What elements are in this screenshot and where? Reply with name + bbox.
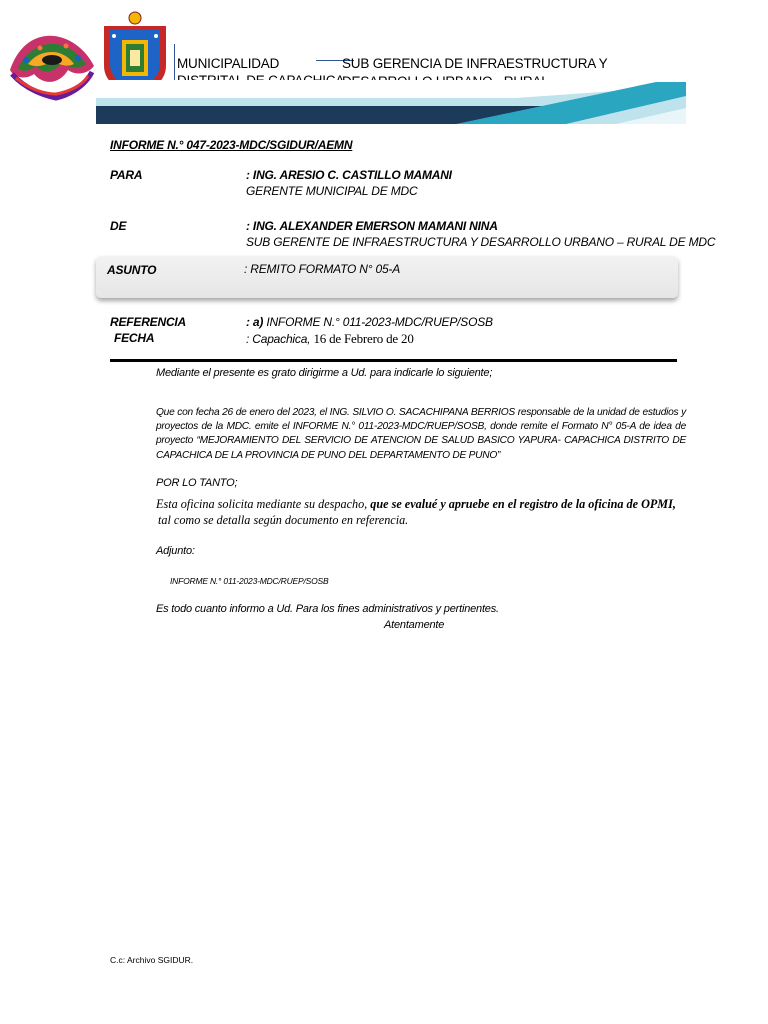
para-name: : ING. ARESIO C. CASTILLO MAMANI xyxy=(246,168,452,182)
asunto-value: : REMITO FORMATO N° 05-A xyxy=(244,262,401,276)
department-name-line1: SUB GERENCIA DE INFRAESTRUCTURA Y xyxy=(342,56,608,71)
de-role: SUB GERENTE DE INFRAESTRUCTURA Y DESARROLLO URBANO – RURAL DE MDC xyxy=(246,235,716,249)
solicita-line2: tal como se detalla según documento en referencia. xyxy=(158,513,409,527)
solicita-line1 xyxy=(156,497,696,512)
solicita-text-a: Esta oficina solicita mediante su despacho, xyxy=(156,497,368,511)
referencia-prefix: : a) xyxy=(246,315,264,329)
closing-text: Es todo cuanto informo a Ud. Para los fines administrativos y pertinentes. xyxy=(156,603,499,615)
adjunto-label: Adjunto: xyxy=(156,545,195,557)
fecha-line xyxy=(246,331,414,347)
fecha-value: 16 de Febrero de 20 xyxy=(313,331,414,346)
asunto-label: ASUNTO xyxy=(107,263,157,277)
para-role: GERENTE MUNICIPAL DE MDC xyxy=(246,184,418,198)
para-label: PARA xyxy=(110,168,143,182)
separator-line xyxy=(110,359,677,362)
de-label: DE xyxy=(110,219,127,233)
main-paragraph: Que con fecha 26 de enero del 2023, el ING. SILVIO O. SACACHIPANA BERRIOS responsable de la unidad de estudios y proyectos de la MDC. emite el INFORME N.° 011-2023-MDC/RUEP/SOSB, donde remite el Formato N° 05-A de idea de proyecto “MEJORAMIENTO DEL SERVICIO DE ATENCION DE SALUD BASICO YAPURA- CAPACHICA DISTRITO DE CAPACHICA DE LA PROVINCIA DE PUNO DEL DEPARTAMENTO DE PUNO” xyxy=(156,407,686,461)
header-banner-stripe xyxy=(96,80,686,126)
referencia-label: REFERENCIA xyxy=(110,315,187,329)
traditional-hat-logo xyxy=(6,30,98,102)
por-lo-tanto: POR LO TANTO; xyxy=(156,477,238,489)
referencia-value: INFORME N.° 011-2023-MDC/RUEP/SOSB xyxy=(263,315,493,329)
solicita-text-b: que se evalué y apruebe en el registro de la oficina de OPMI, xyxy=(367,497,676,511)
informe-number: INFORME N.° 047-2023-MDC/SGIDUR/AEMN xyxy=(110,138,353,152)
atentamente: Atentamente xyxy=(384,619,445,631)
fecha-prefix: : Capachica, xyxy=(246,332,311,346)
adjunto-item: INFORME N.° 011-2023-MDC/RUEP/SOSB xyxy=(170,576,329,586)
de-name: : ING. ALEXANDER EMERSON MAMANI NINA xyxy=(246,219,498,233)
fecha-label: FECHA xyxy=(114,331,155,345)
cc-footer: C.c: Archivo SGIDUR. xyxy=(110,955,194,965)
referencia-line xyxy=(246,315,493,329)
intro-text: Mediante el presente es grato dirigirme a Ud. para indicarle lo siguiente; xyxy=(156,367,493,379)
municipality-name-line1: MUNICIPALIDAD xyxy=(177,56,280,71)
